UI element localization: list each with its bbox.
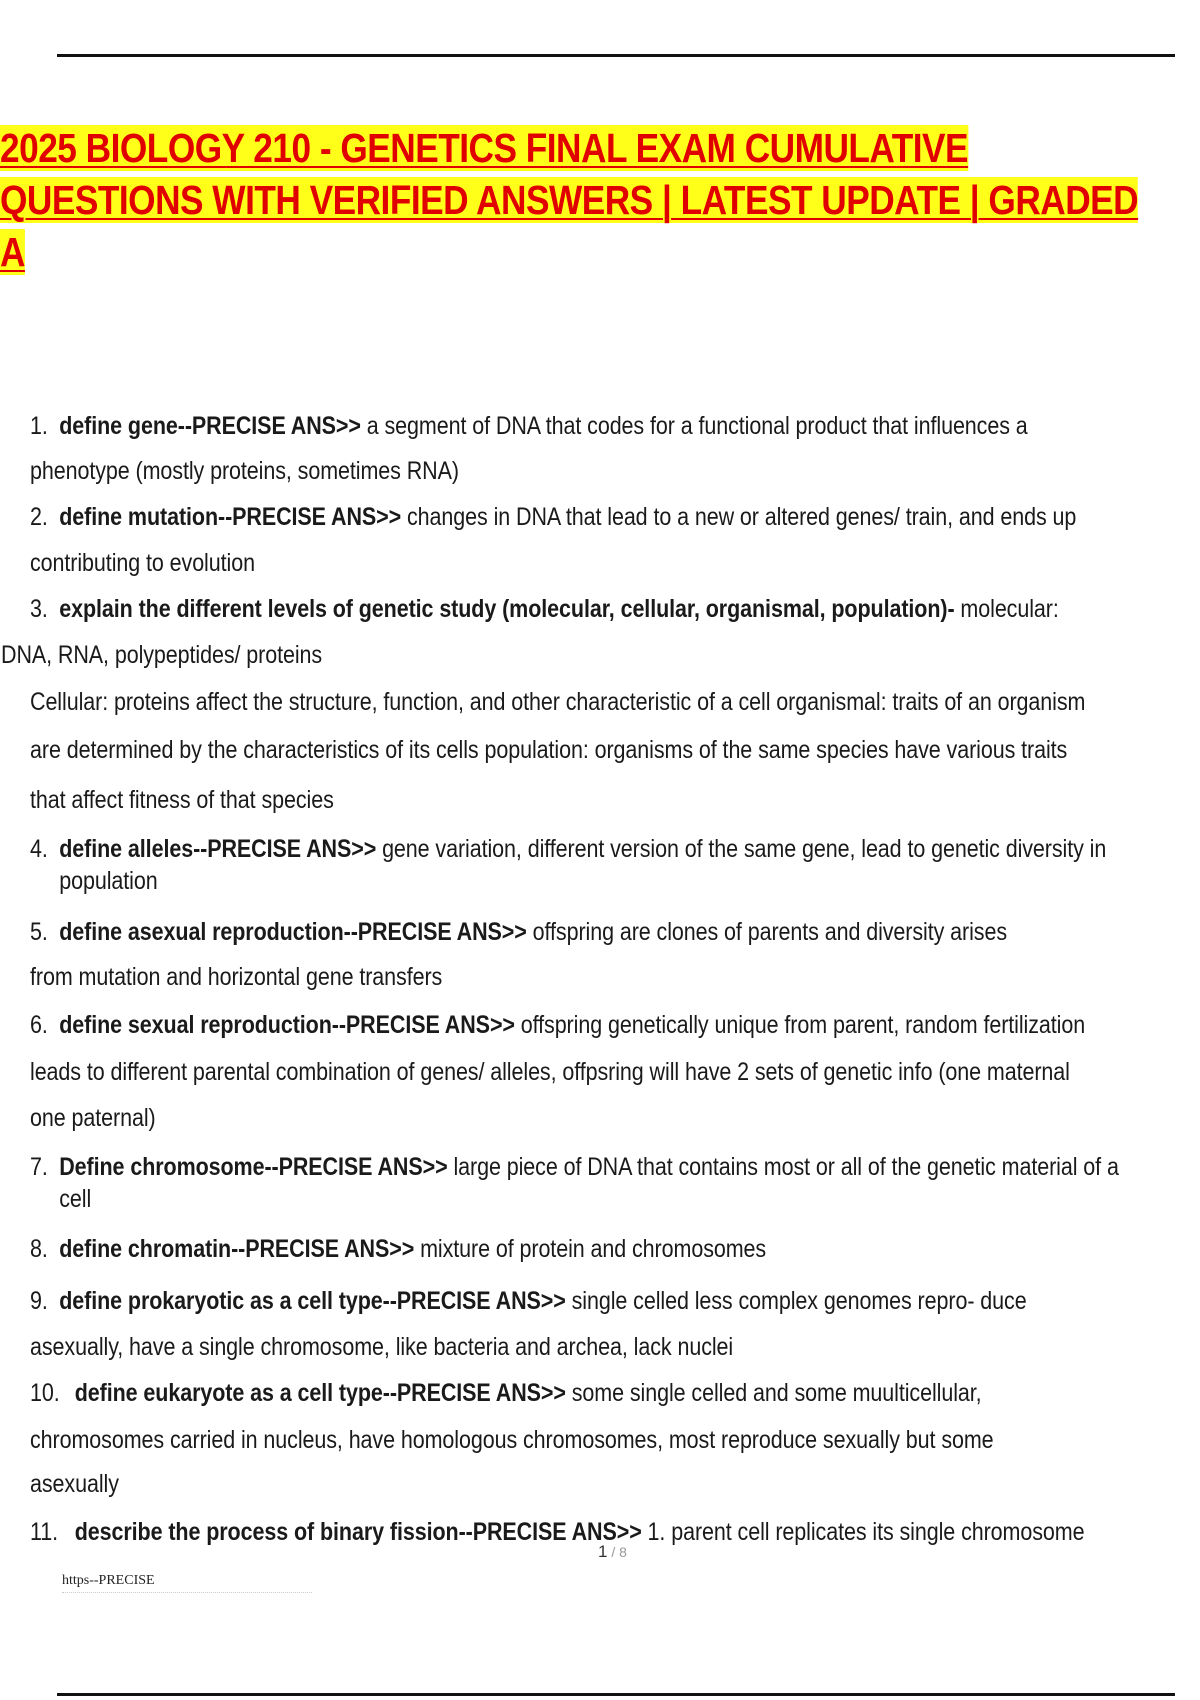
- question-5-cont: from mutation and horizontal gene transfers: [30, 963, 443, 991]
- question-3-cont: Cellular: proteins affect the structure, function, and other characteristic of a cell organismal: traits of an organism: [30, 688, 1086, 716]
- title-line-2: QUESTIONS WITH VERIFIED ANSWERS | LATEST UPDATE | GRADED: [0, 177, 1139, 223]
- question-3-cont: DNA, RNA, polypeptides/ proteins: [1, 641, 323, 669]
- question-9: 9. define prokaryotic as a cell type--PRECISE ANS>> single celled less complex genomes repro- duce: [30, 1287, 1027, 1315]
- question-1: 1. define gene--PRECISE ANS>> a segment of DNA that codes for a functional product that influences a: [30, 412, 1028, 440]
- question-4-cont: population: [59, 867, 158, 895]
- footer-divider: [62, 1592, 312, 1595]
- page-number: 1 / 8: [598, 1542, 627, 1561]
- document-title: [0, 122, 1139, 278]
- footer-url: https--PRECISE: [62, 1573, 155, 1588]
- question-6: 6. define sexual reproduction--PRECISE ANS>> offspring genetically unique from parent, random fertilization: [30, 1011, 1086, 1039]
- question-9-cont: asexually, have a single chromosome, like bacteria and archea, lack nuclei: [30, 1333, 734, 1361]
- question-2-cont: contributing to evolution: [30, 549, 255, 577]
- question-2: 2. define mutation--PRECISE ANS>> changes in DNA that lead to a new or altered genes/ train, and ends up: [30, 503, 1077, 531]
- title-line-3: A: [0, 229, 25, 275]
- question-10: 10. define eukaryote as a cell type--PRECISE ANS>> some single celled and some muulticellular,: [30, 1379, 982, 1407]
- question-8: 8. define chromatin--PRECISE ANS>> mixture of protein and chromosomes: [30, 1235, 767, 1263]
- question-3-cont: are determined by the characteristics of its cells population: organisms of the same species have various traits: [30, 736, 1068, 764]
- question-3: 3. explain the different levels of genetic study (molecular, cellular, organismal, population)- molecular:: [30, 595, 1059, 623]
- bottom-rule: [57, 1693, 1175, 1696]
- question-6-cont: leads to different parental combination of genes/ alleles, offpsring will have 2 sets of genetic info (one maternal: [30, 1058, 1070, 1086]
- top-rule: [57, 54, 1175, 57]
- question-7: 7. Define chromosome--PRECISE ANS>> large piece of DNA that contains most or all of the genetic material of a: [30, 1153, 1119, 1181]
- question-11: 11. describe the process of binary fission--PRECISE ANS>> 1. parent cell replicates its single chromosome: [30, 1518, 1085, 1546]
- question-10-cont: asexually: [30, 1470, 119, 1498]
- title-line-1: 2025 BIOLOGY 210 - GENETICS FINAL EXAM CUMULATIVE: [0, 125, 969, 171]
- question-6-cont: one paternal): [30, 1104, 156, 1132]
- question-3-cont: that affect fitness of that species: [30, 786, 334, 814]
- question-4: 4. define alleles--PRECISE ANS>> gene variation, different version of the same gene, lead to genetic diversity in: [30, 835, 1107, 863]
- question-10-cont: chromosomes carried in nucleus, have homologous chromosomes, most reproduce sexually but some: [30, 1426, 994, 1454]
- question-5: 5. define asexual reproduction--PRECISE ANS>> offspring are clones of parents and diversity arises: [30, 918, 1008, 946]
- question-1-cont: phenotype (mostly proteins, sometimes RNA): [30, 457, 459, 485]
- question-7-cont: cell: [59, 1185, 92, 1213]
